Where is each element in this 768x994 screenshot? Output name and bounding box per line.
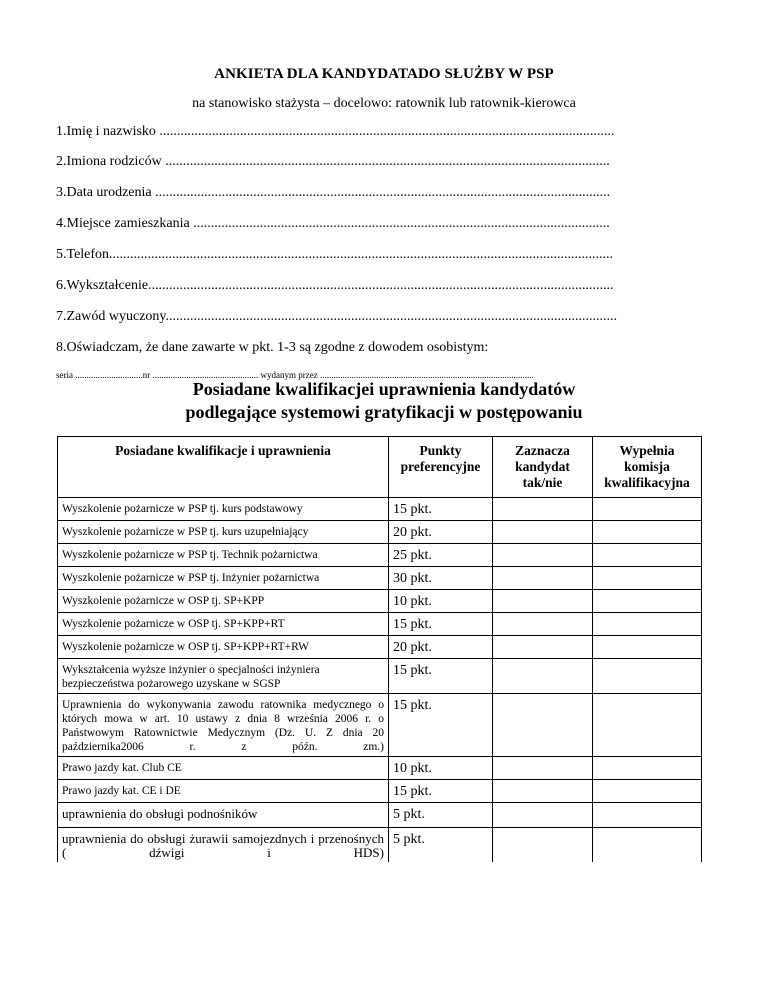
row-points: 15 pkt. <box>389 613 493 636</box>
field-phone[interactable]: 5.Telefon................................................................................................................................................ <box>56 247 614 262</box>
candidate-cell[interactable] <box>493 828 593 863</box>
row-description: Prawo jazdy kat. CE i DE <box>58 780 389 803</box>
table-row <box>58 590 702 613</box>
row-points: 15 pkt. <box>389 659 493 694</box>
commission-cell[interactable] <box>593 544 702 567</box>
id-document-line[interactable]: seria ..............................nr ............................................... wydanym przez ............................................................................................... <box>56 370 534 380</box>
table-row <box>58 567 702 590</box>
form-title: ANKIETA DLA KANDYDATADO SŁUŻBY W PSP <box>214 66 554 82</box>
section-title-line1: Posiadane kwalifikacjei uprawnienia kandydatów <box>192 379 576 399</box>
row-points: 10 pkt. <box>389 590 493 613</box>
table-row <box>58 757 702 780</box>
table-row <box>58 828 702 863</box>
field-name[interactable]: 1.Imię i nazwisko .................................................................................................................................. <box>56 124 615 139</box>
candidate-cell[interactable] <box>493 590 593 613</box>
row-description: uprawnienia do obsługi żurawii samojezdnych i przenośnych ( dźwigi i HDS) <box>58 828 389 863</box>
header-candidate-marks: Zaznacza kandydat tak/nie <box>493 437 593 498</box>
commission-cell[interactable] <box>593 659 702 694</box>
row-description: Wykształcenia wyższe inżynier o specjalności inżyniera bezpieczeństwa pożarowego uzyskane w SGSP <box>58 659 389 694</box>
table-header-row <box>58 437 702 498</box>
table-row <box>58 544 702 567</box>
field-birth-date[interactable]: 3.Data urodzenia .................................................................................................................................. <box>56 185 611 200</box>
row-description: Wyszkolenie pożarnicze w OSP tj. SP+KPP <box>58 590 389 613</box>
row-description: Wyszkolenie pożarnicze w PSP tj. kurs podstawowy <box>58 498 389 521</box>
section-title <box>0 378 768 424</box>
row-points: 10 pkt. <box>389 757 493 780</box>
row-points: 25 pkt. <box>389 544 493 567</box>
row-points: 30 pkt. <box>389 567 493 590</box>
field-residence[interactable]: 4.Miejsce zamieszkania ....................................................................................................................... <box>56 216 610 231</box>
table-row <box>58 780 702 803</box>
commission-cell[interactable] <box>593 613 702 636</box>
candidate-cell[interactable] <box>493 803 593 828</box>
commission-cell[interactable] <box>593 590 702 613</box>
row-description: uprawnienia do obsługi podnośników <box>58 803 389 828</box>
row-points: 20 pkt. <box>389 636 493 659</box>
table-row <box>58 659 702 694</box>
candidate-cell[interactable] <box>493 636 593 659</box>
candidate-cell[interactable] <box>493 521 593 544</box>
commission-cell[interactable] <box>593 803 702 828</box>
row-points: 5 pkt. <box>389 828 493 863</box>
candidate-cell[interactable] <box>493 498 593 521</box>
section-title-line2: podlegające systemowi gratyfikacji w postępowaniu <box>185 402 583 422</box>
candidate-cell[interactable] <box>493 567 593 590</box>
commission-cell[interactable] <box>593 567 702 590</box>
table-row <box>58 803 702 828</box>
qualifications-table <box>57 436 702 862</box>
declaration-text: 8.Oświadczam, że dane zawarte w pkt. 1-3 są zgodne z dowodem osobistym: <box>56 340 489 355</box>
commission-cell[interactable] <box>593 636 702 659</box>
commission-cell[interactable] <box>593 521 702 544</box>
row-description: Wyszkolenie pożarnicze w OSP tj. SP+KPP+RT <box>58 613 389 636</box>
field-profession[interactable]: 7.Zawód wyuczony................................................................................................................................. <box>56 309 618 324</box>
table-row <box>58 521 702 544</box>
candidate-cell[interactable] <box>493 694 593 757</box>
row-points: 15 pkt. <box>389 694 493 757</box>
table-row <box>58 694 702 757</box>
field-education[interactable]: 6.Wykształcenie..................................................................................................................................... <box>56 278 614 293</box>
row-points: 5 pkt. <box>389 803 493 828</box>
candidate-cell[interactable] <box>493 659 593 694</box>
commission-cell[interactable] <box>593 757 702 780</box>
field-parents-names[interactable]: 2.Imiona rodziców ............................................................................................................................... <box>56 154 610 169</box>
row-description: Uprawnienia do wykonywania zawodu ratownika medycznego o których mowa w art. 10 ustawy z dnia 8 września 2006 r. o Państwowym Ratownictwie Medycznym (Dz. U. Z dnia 20 października2006 r. z późn. zm.) <box>58 694 389 757</box>
candidate-cell[interactable] <box>493 613 593 636</box>
table-row <box>58 636 702 659</box>
commission-cell[interactable] <box>593 694 702 757</box>
row-description: Wyszkolenie pożarnicze w PSP tj. Technik pożarnictwa <box>58 544 389 567</box>
row-description: Wyszkolenie pożarnicze w OSP tj. SP+KPP+RT+RW <box>58 636 389 659</box>
row-description: Wyszkolenie pożarnicze w PSP tj. Inżynier pożarnictwa <box>58 567 389 590</box>
header-points: Punkty preferencyjne <box>389 437 493 498</box>
row-description: Prawo jazdy kat. Club CE <box>58 757 389 780</box>
commission-cell[interactable] <box>593 498 702 521</box>
commission-cell[interactable] <box>593 828 702 863</box>
row-points: 15 pkt. <box>389 780 493 803</box>
row-description: Wyszkolenie pożarnicze w PSP tj. kurs uzupełniający <box>58 521 389 544</box>
header-commission: Wypełnia komisja kwalifikacyjna <box>593 437 702 498</box>
table-row <box>58 498 702 521</box>
candidate-cell[interactable] <box>493 544 593 567</box>
row-points: 20 pkt. <box>389 521 493 544</box>
header-qualifications: Posiadane kwalifikacje i uprawnienia <box>58 437 389 498</box>
candidate-cell[interactable] <box>493 757 593 780</box>
row-points: 15 pkt. <box>389 498 493 521</box>
commission-cell[interactable] <box>593 780 702 803</box>
table-row <box>58 613 702 636</box>
candidate-cell[interactable] <box>493 780 593 803</box>
form-subtitle: na stanowisko stażysta – docelowo: ratownik lub ratownik-kierowca <box>192 96 576 111</box>
